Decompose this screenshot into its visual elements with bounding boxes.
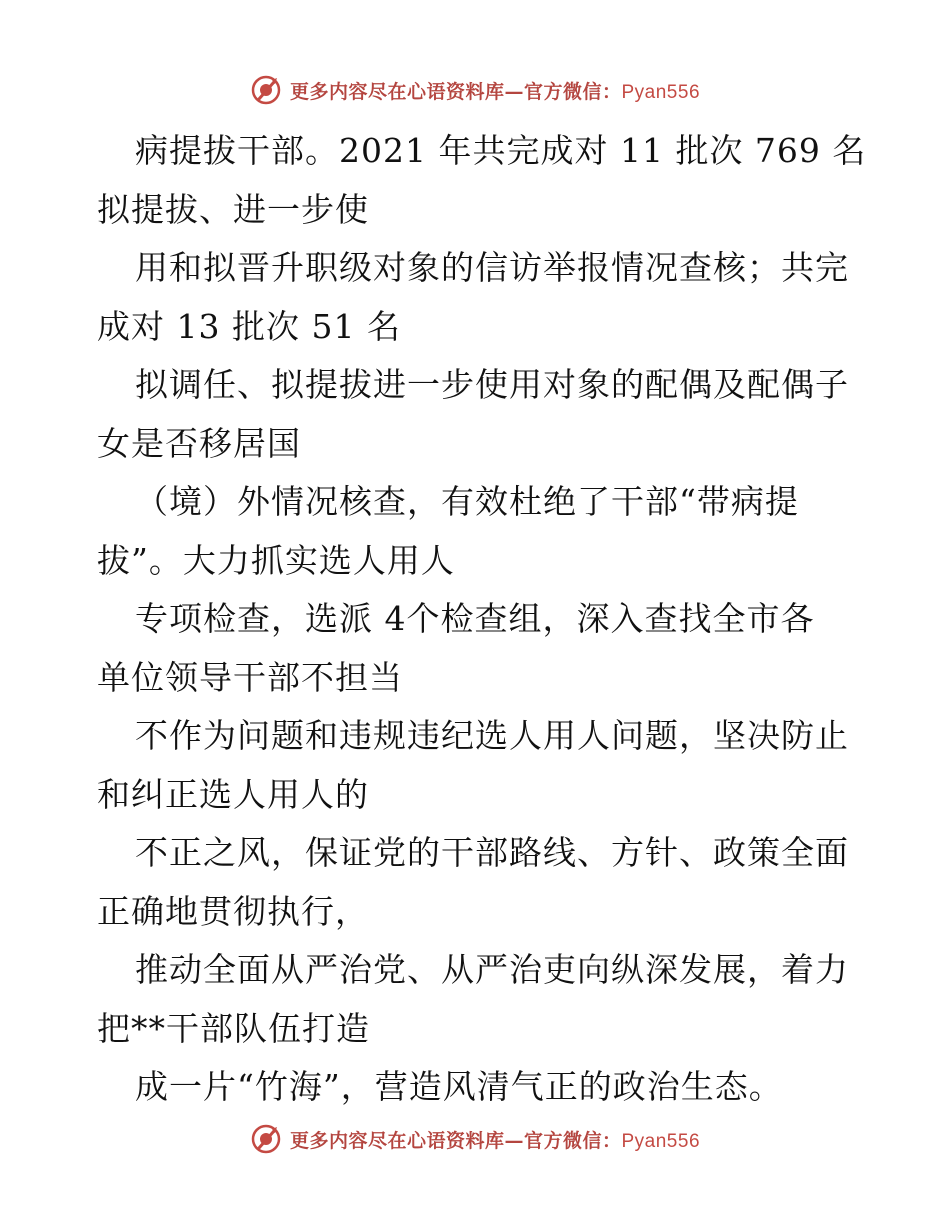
footer-watermark: [0, 1119, 950, 1159]
logo-icon: [250, 74, 282, 106]
watermark-contact: Pyan556: [621, 81, 701, 103]
text-line: 不作为问题和违规违纪选人用人问题，坚决防止: [135, 716, 849, 755]
watermark-text: 更多内容尽在心语资料库—官方微信：Pyan556: [289, 1129, 701, 1152]
body-text: [97, 122, 867, 1117]
text-line: 单位领导干部不担当: [97, 657, 403, 697]
header-watermark: [0, 70, 950, 110]
text-line: 不正之风，保证党的干部路线、方针、政策全面: [135, 833, 849, 872]
text-line: 成一片“竹海”，营造风清气正的政治生态。: [135, 1067, 783, 1106]
logo-icon: [250, 1123, 282, 1155]
text-line: 专项检查，选派 4个检查组，深入查找全市各: [135, 599, 815, 638]
text-line: 用和拟晋升职级对象的信访举报情况查核；共完: [135, 248, 849, 287]
text-line: 把**干部队伍打造: [97, 1008, 370, 1048]
text-line: 成对 13 批次 51 名: [97, 306, 401, 346]
text-line: （境）外情况核查，有效杜绝了干部“带病提: [135, 482, 799, 521]
text-line: 拟调任、拟提拔进一步使用对象的配偶及配偶子: [135, 365, 849, 404]
text-line: 女是否移居国: [97, 423, 301, 463]
text-line: 拔”。大力抓实选人用人: [97, 540, 455, 580]
text-line: 和纠正选人用人的: [97, 774, 369, 814]
text-line: 病提拔干部。2021 年共完成对 11 批次 769 名: [135, 131, 867, 170]
text-line: 正确地贯彻执行，: [97, 891, 369, 931]
text-line: 拟提拔、进一步使: [97, 189, 369, 229]
text-line: 推动全面从严治党、从严治吏向纵深发展，着力: [135, 950, 849, 989]
watermark-contact: Pyan556: [621, 1130, 701, 1152]
watermark-text: 更多内容尽在心语资料库—官方微信：Pyan556: [289, 80, 701, 103]
